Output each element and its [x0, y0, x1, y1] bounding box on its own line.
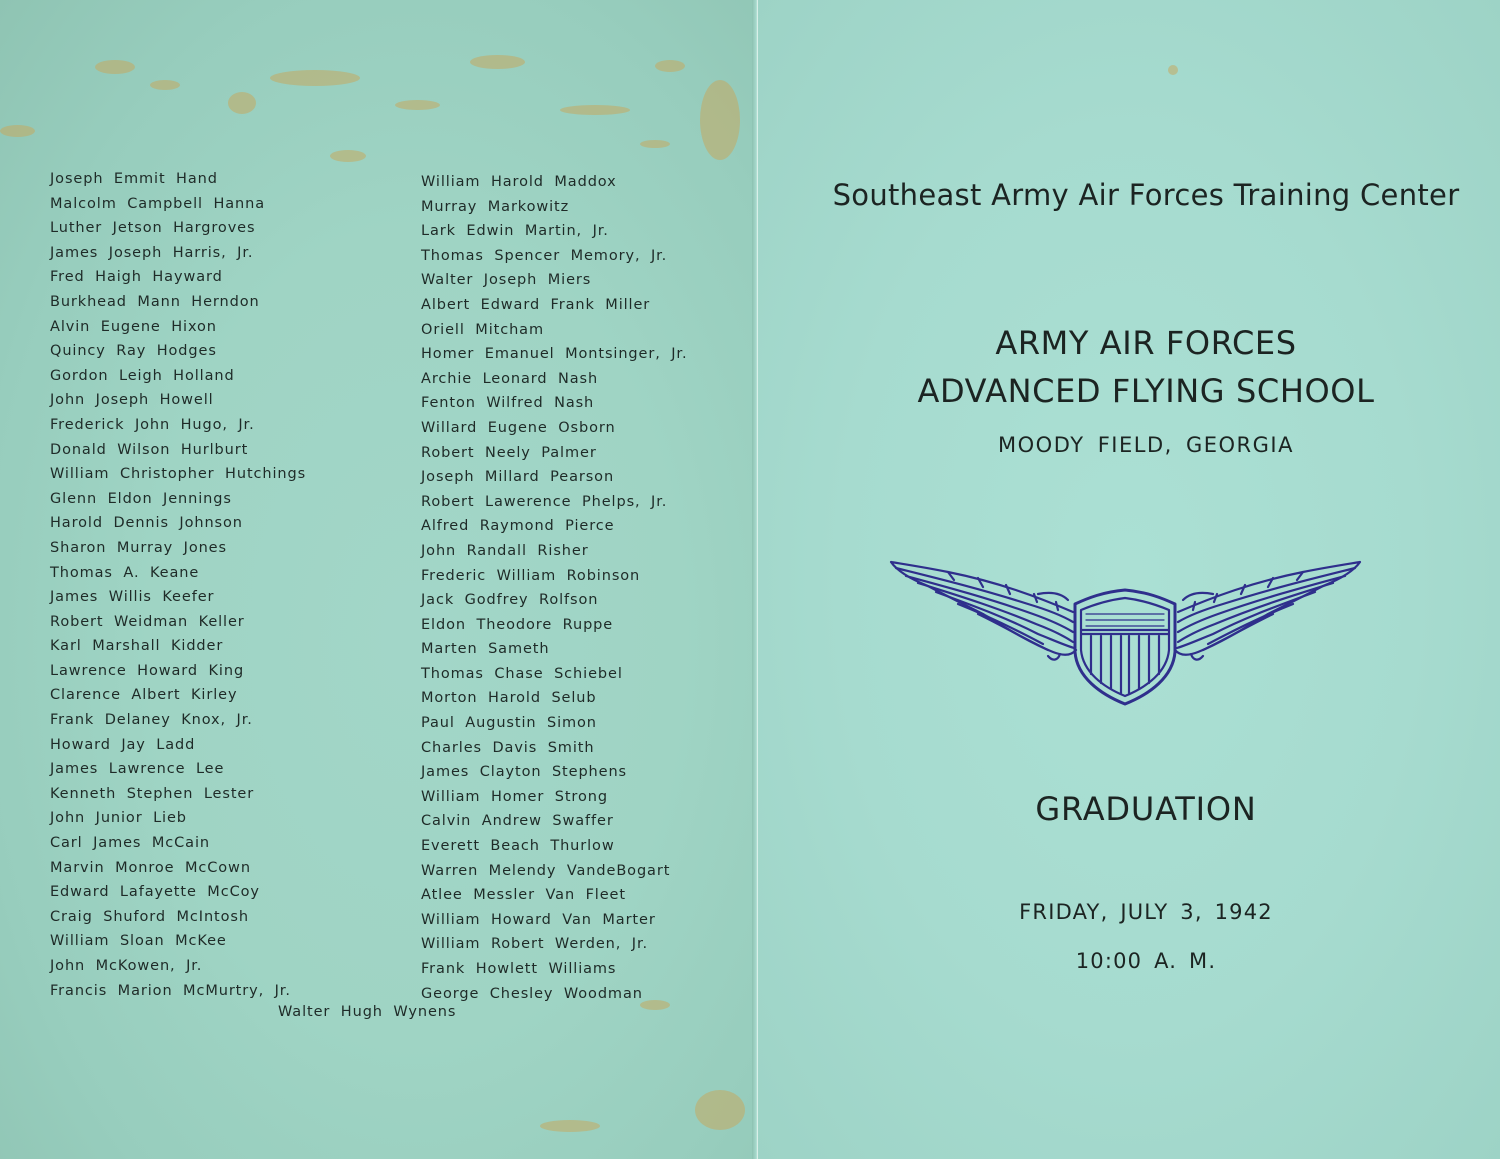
graduate-name: Frederick John Hugo, Jr.: [50, 416, 255, 433]
graduate-name: Howard Jay Ladd: [50, 736, 196, 753]
graduate-name: Alfred Raymond Pierce: [421, 518, 615, 535]
graduate-name: Donald Wilson Hurlburt: [50, 441, 249, 458]
graduate-name: George Chesley Woodman: [421, 985, 643, 1002]
graduate-name: Frank Howlett Williams: [421, 961, 617, 977]
graduate-name: Willard Eugene Osborn: [421, 419, 616, 436]
graduate-name: Oriell Mitcham: [421, 321, 544, 338]
graduate-name: Alvin Eugene Hixon: [50, 318, 217, 335]
graduate-name: Fred Haigh Hayward: [50, 269, 223, 286]
paper-stain: [330, 150, 366, 162]
graduate-name: Jack Godfrey Rolfson: [421, 592, 599, 609]
graduate-name: Burkhead Mann Herndon: [50, 293, 260, 310]
graduate-name: William Harold Maddox: [421, 174, 617, 190]
paper-stain: [540, 1120, 600, 1132]
graduate-name: Frederic William Robinson: [421, 567, 641, 584]
event-date: FRIDAY, JULY 3, 1942: [1019, 900, 1273, 924]
graduate-name: Robert Weidman Keller: [50, 613, 245, 630]
paper-stain: [150, 80, 180, 90]
graduate-name: Karl Marshall Kidder: [50, 638, 224, 655]
event-title: GRADUATION: [1035, 790, 1257, 828]
graduate-name: James Lawrence Lee: [50, 761, 225, 778]
graduate-name: Fenton Wilfred Nash: [421, 395, 595, 412]
paper-stain: [640, 140, 670, 148]
names-column-1: [50, 167, 306, 1003]
event-time: 10:00 A. M.: [1075, 949, 1217, 973]
school-title-line-2: ADVANCED FLYING SCHOOL: [917, 372, 1375, 410]
graduate-name: William Sloan McKee: [50, 933, 227, 950]
graduate-name: Calvin Andrew Swaffer: [421, 813, 614, 830]
graduate-name: Lark Edwin Martin, Jr.: [421, 223, 609, 240]
graduate-name: Edward Lafayette McCoy: [50, 884, 260, 901]
names-column-2: [421, 170, 687, 1006]
graduate-name: Francis Marion McMurtry, Jr.: [50, 982, 291, 999]
graduate-name: Clarence Albert Kirley: [50, 687, 238, 704]
graduate-name: Archie Leonard Nash: [421, 370, 599, 387]
graduate-name: Lawrence Howard King: [50, 662, 245, 679]
cover-page: [758, 0, 1500, 1159]
graduate-name: Sharon Murray Jones: [50, 539, 227, 556]
graduate-name: Eldon Theodore Ruppe: [421, 616, 614, 633]
graduate-name: Morton Harold Selub: [421, 690, 597, 707]
graduate-name: Charles Davis Smith: [421, 739, 595, 756]
graduate-name: Walter Joseph Miers: [421, 272, 592, 289]
paper-stain: [395, 100, 440, 110]
graduate-name: James Joseph Harris, Jr.: [50, 244, 254, 261]
graduate-name: Glenn Eldon Jennings: [50, 490, 232, 507]
school-title-line-1: ARMY AIR FORCES: [995, 324, 1297, 362]
paper-stain: [1168, 65, 1178, 75]
graduate-name: Joseph Emmit Hand: [50, 171, 218, 187]
graduate-name: James Clayton Stephens: [421, 764, 628, 781]
paper-stain: [695, 1090, 745, 1130]
graduate-name: Marten Sameth: [421, 641, 550, 658]
paper-stain: [700, 80, 740, 160]
graduate-name: Frank Delaney Knox, Jr.: [50, 712, 253, 729]
graduate-name: William Christopher Hutchings: [50, 466, 307, 483]
paper-stain: [95, 60, 135, 74]
graduate-name: John Junior Lieb: [50, 810, 187, 827]
training-center-heading: Southeast Army Air Forces Training Center: [832, 178, 1460, 212]
graduate-name: Kenneth Stephen Lester: [50, 785, 255, 802]
paper-stain: [270, 70, 360, 86]
graduate-name: Gordon Leigh Holland: [50, 367, 235, 384]
graduate-name: Harold Dennis Johnson: [50, 515, 243, 532]
graduate-name: Robert Neely Palmer: [421, 444, 597, 461]
graduate-name: Paul Augustin Simon: [421, 715, 597, 732]
graduate-name: Craig Shuford McIntosh: [50, 908, 249, 925]
graduate-name: James Willis Keefer: [50, 589, 215, 606]
graduate-name: Joseph Millard Pearson: [421, 469, 615, 486]
paper-stain: [560, 105, 630, 115]
graduate-name: Albert Edward Frank Miller: [421, 296, 651, 313]
paper-stain: [470, 55, 525, 69]
graduate-name: Luther Jetson Hargroves: [50, 220, 256, 237]
graduate-name: Warren Melendy VandeBogart: [421, 862, 671, 879]
graduate-name-final: Walter Hugh Wynens: [278, 1004, 457, 1020]
pilot-wings-shield-icon: [888, 552, 1363, 712]
graduate-name: William Homer Strong: [421, 788, 608, 805]
graduate-name: Robert Lawerence Phelps, Jr.: [421, 493, 668, 510]
paper-stain: [0, 125, 35, 137]
graduate-name: Thomas Chase Schiebel: [421, 665, 623, 682]
graduate-name: Carl James McCain: [50, 835, 210, 852]
graduate-name: Everett Beach Thurlow: [421, 838, 615, 855]
graduate-name: Murray Markowitz: [421, 198, 570, 215]
graduate-name: Malcolm Campbell Hanna: [50, 195, 266, 212]
graduate-name: John McKowen, Jr.: [50, 958, 203, 974]
graduate-name: John Randall Risher: [421, 542, 589, 559]
location-subtitle: MOODY FIELD, GEORGIA: [998, 433, 1294, 457]
paper-stain: [655, 60, 685, 72]
paper-stain: [228, 92, 256, 114]
graduate-name: Homer Emanuel Montsinger, Jr.: [421, 346, 688, 363]
graduate-name: Marvin Monroe McCown: [50, 859, 251, 876]
graduate-name: Thomas A. Keane: [50, 564, 200, 581]
graduate-name: Thomas Spencer Memory, Jr.: [421, 247, 668, 264]
graduate-name: William Robert Werden, Jr.: [421, 936, 648, 953]
graduate-name: Quincy Ray Hodges: [50, 343, 217, 360]
graduate-name: William Howard Van Marter: [421, 911, 656, 928]
graduate-name: John Joseph Howell: [50, 392, 214, 409]
graduate-name: Atlee Messler Van Fleet: [421, 887, 626, 904]
